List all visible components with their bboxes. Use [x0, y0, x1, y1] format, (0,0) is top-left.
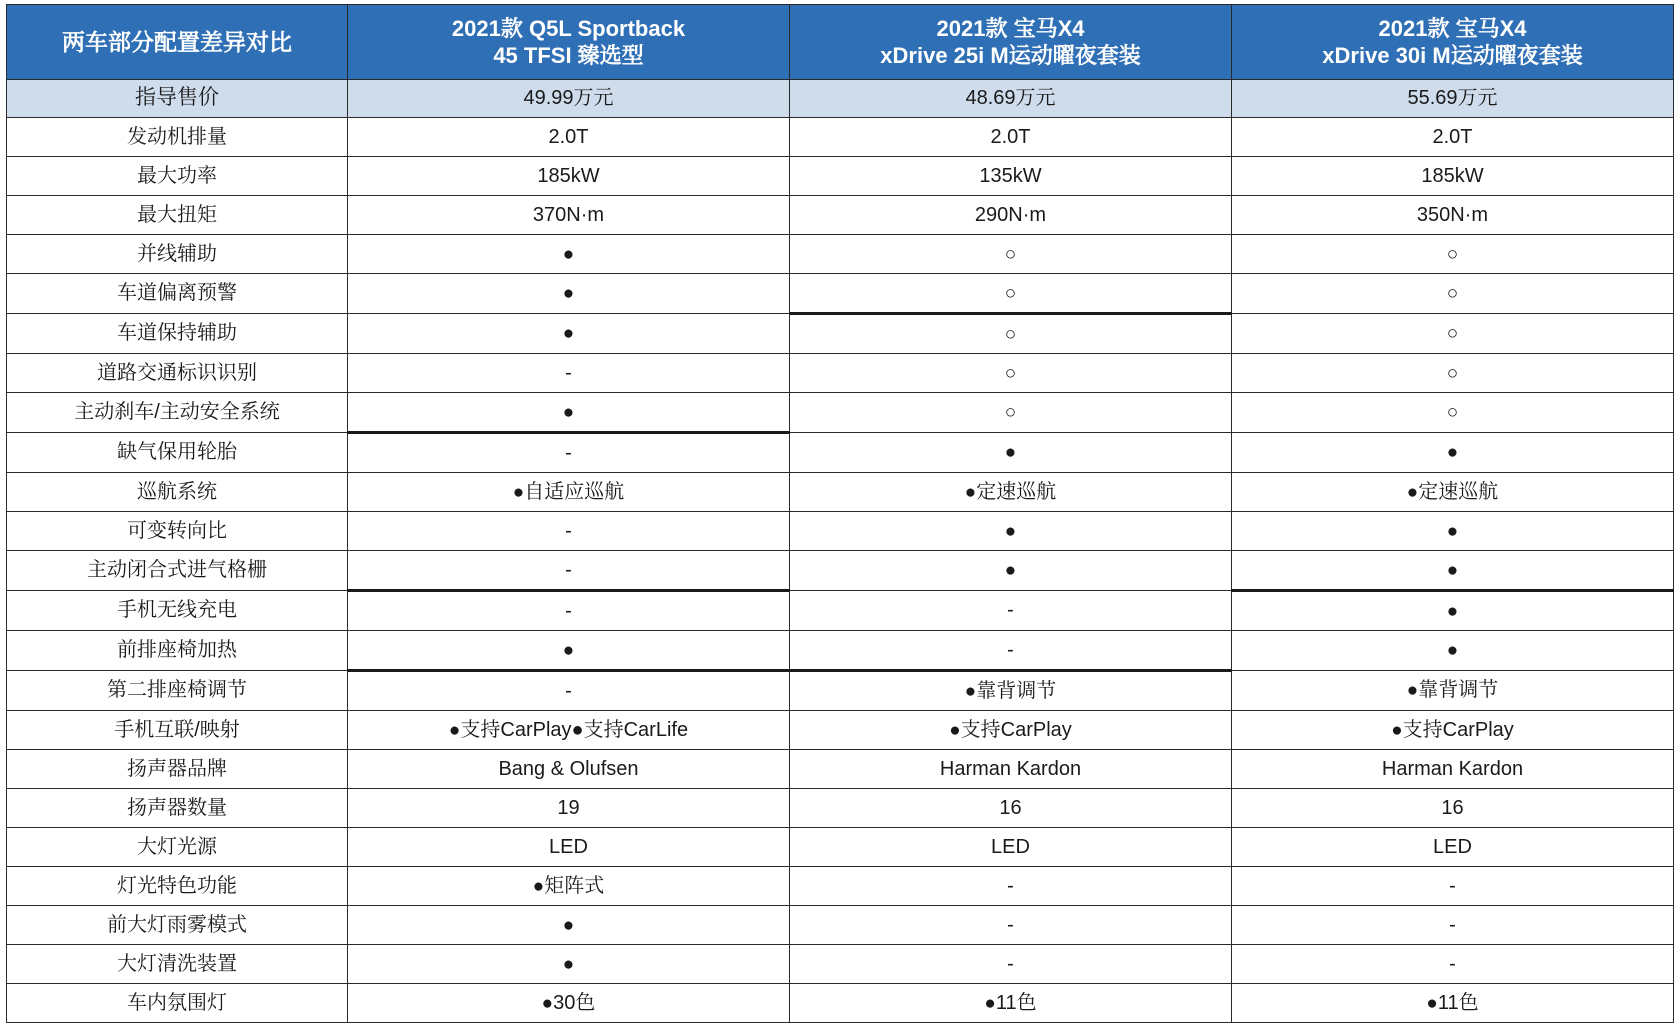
- filled-dot-icon: [1407, 482, 1418, 503]
- table-row: [7, 157, 1674, 196]
- row-value: [1232, 828, 1674, 867]
- row-value: [790, 274, 1232, 314]
- row-value: [790, 631, 1232, 671]
- value-text: 11色: [995, 991, 1037, 1014]
- row-value: [348, 157, 790, 196]
- header-car-2: [790, 5, 1232, 80]
- row-value: [348, 354, 790, 393]
- value-text: LED: [549, 835, 588, 858]
- filled-dot-icon: [563, 954, 574, 975]
- row-value: [790, 433, 1232, 473]
- row-value: [790, 235, 1232, 274]
- row-value: [348, 591, 790, 631]
- row-value: [348, 473, 790, 512]
- row-value: [790, 711, 1232, 750]
- value-text: 370N·m: [532, 203, 605, 226]
- row-value: [348, 118, 790, 157]
- value-text: 350N·m: [1416, 203, 1489, 226]
- table-body: [7, 80, 1674, 1023]
- row-value: [1232, 354, 1674, 393]
- value-text: Bang & Olufsen: [498, 757, 639, 780]
- table-row: [7, 945, 1674, 984]
- row-label: 车道偏离预警: [7, 274, 348, 314]
- row-label: 大灯光源: [7, 828, 348, 867]
- row-value: [790, 984, 1232, 1023]
- value-text: -: [1007, 913, 1014, 936]
- row-value: [1232, 591, 1674, 631]
- value-text: 55.69万元: [1407, 87, 1498, 110]
- row-label: 最大扭矩: [7, 196, 348, 235]
- filled-dot-icon: [1447, 640, 1458, 661]
- value-text: -: [565, 558, 572, 581]
- row-value: [1232, 157, 1674, 196]
- row-value: [790, 867, 1232, 906]
- table-row: [7, 274, 1674, 314]
- value-text: 19: [557, 796, 580, 819]
- row-value: [790, 512, 1232, 551]
- value-text: 2.0T: [990, 125, 1031, 148]
- value-text: 定速巡航: [1418, 480, 1499, 503]
- row-value: [1232, 631, 1674, 671]
- filled-dot-icon: [563, 915, 574, 936]
- row-value: [790, 354, 1232, 393]
- table-row: [7, 314, 1674, 354]
- row-label: 前大灯雨雾模式: [7, 906, 348, 945]
- table-row: [7, 196, 1674, 235]
- table-row: [7, 473, 1674, 512]
- row-label: 手机互联/映射: [7, 711, 348, 750]
- row-value: [348, 984, 790, 1023]
- row-value: [790, 750, 1232, 789]
- filled-dot-icon: [513, 482, 524, 503]
- row-label: 扬声器数量: [7, 789, 348, 828]
- row-label: 缺气保用轮胎: [7, 433, 348, 473]
- table-row: [7, 631, 1674, 671]
- value-text: 靠背调节: [1418, 679, 1499, 701]
- table-row: [7, 433, 1674, 473]
- hollow-circle-icon: [1447, 244, 1458, 265]
- row-label: 前排座椅加热: [7, 631, 348, 671]
- value-text: 支持CarPlay●支持CarLife: [460, 718, 689, 741]
- row-value: [348, 828, 790, 867]
- row-label: 手机无线充电: [7, 591, 348, 631]
- filled-dot-icon: [563, 244, 574, 265]
- filled-dot-icon: [1426, 993, 1437, 1014]
- table-row: [7, 591, 1674, 631]
- value-text: 支持CarPlay: [960, 718, 1072, 741]
- row-value: [1232, 867, 1674, 906]
- row-value: [1232, 984, 1674, 1023]
- row-value: [790, 789, 1232, 828]
- row-value: [348, 235, 790, 274]
- row-value: [1232, 711, 1674, 750]
- row-label: 灯光特色功能: [7, 867, 348, 906]
- row-label: 道路交通标识识别: [7, 354, 348, 393]
- value-text: -: [565, 599, 572, 622]
- value-text: 靠背调节: [976, 679, 1057, 702]
- table-row: [7, 711, 1674, 750]
- header-feature-column: 两车部分配置差异对比: [7, 5, 348, 80]
- row-value: [1232, 906, 1674, 945]
- row-value: [1232, 314, 1674, 354]
- table-row: [7, 828, 1674, 867]
- row-value: [790, 196, 1232, 235]
- row-label: 第二排座椅调节: [7, 671, 348, 711]
- table-row: [7, 789, 1674, 828]
- row-value: [790, 591, 1232, 631]
- value-text: -: [1007, 952, 1014, 975]
- header-car-3-line1: 2021款 宝马X4: [1378, 15, 1527, 41]
- row-value: [348, 393, 790, 433]
- value-text: 49.99万元: [523, 87, 614, 110]
- table-row: [7, 80, 1674, 118]
- hollow-circle-icon: [1447, 402, 1458, 423]
- value-text: -: [1007, 599, 1014, 621]
- value-text: 48.69万元: [965, 87, 1056, 110]
- row-label: 主动刹车/主动安全系统: [7, 393, 348, 433]
- header-car-1-line2: 45 TFSI 臻选型: [493, 43, 644, 68]
- row-label: 发动机排量: [7, 118, 348, 157]
- table-row: [7, 118, 1674, 157]
- value-text: LED: [991, 835, 1030, 858]
- filled-dot-icon: [1005, 560, 1016, 581]
- header-car-1: [348, 5, 790, 80]
- row-value: [1232, 118, 1674, 157]
- value-text: 16: [1441, 796, 1464, 819]
- table-row: [7, 906, 1674, 945]
- hollow-circle-icon: [1447, 283, 1458, 304]
- value-text: 2.0T: [1432, 125, 1473, 148]
- value-text: -: [1007, 638, 1014, 661]
- filled-dot-icon: [1447, 601, 1458, 622]
- row-value: [1232, 512, 1674, 551]
- row-value: [790, 945, 1232, 984]
- value-text: 185kW: [537, 164, 600, 187]
- hollow-circle-icon: [1447, 363, 1458, 384]
- table-row: [7, 867, 1674, 906]
- row-value: [348, 433, 790, 473]
- hollow-circle-icon: [1005, 324, 1016, 345]
- row-value: [348, 789, 790, 828]
- filled-dot-icon: [563, 283, 574, 304]
- table-row: [7, 512, 1674, 551]
- row-value: [1232, 551, 1674, 591]
- value-text: 30色: [553, 991, 596, 1014]
- table-row: [7, 393, 1674, 433]
- filled-dot-icon: [563, 323, 574, 344]
- row-value: [1232, 945, 1674, 984]
- table-row: [7, 671, 1674, 711]
- row-value: [1232, 750, 1674, 789]
- row-label: 并线辅助: [7, 235, 348, 274]
- value-text: Harman Kardon: [1381, 757, 1524, 780]
- row-label: 巡航系统: [7, 473, 348, 512]
- row-label: 扬声器品牌: [7, 750, 348, 789]
- row-label: 车内氛围灯: [7, 984, 348, 1023]
- filled-dot-icon: [563, 402, 574, 423]
- row-value: [348, 945, 790, 984]
- filled-dot-icon: [949, 720, 960, 741]
- row-label: 主动闭合式进气格栅: [7, 551, 348, 591]
- value-text: 自适应巡航: [524, 480, 625, 503]
- row-value: [1232, 671, 1674, 711]
- value-text: Harman Kardon: [939, 757, 1082, 780]
- row-value: [348, 867, 790, 906]
- value-text: 16: [999, 796, 1022, 819]
- row-value: [1232, 393, 1674, 433]
- header-car-2-line2: xDrive 25i M运动曜夜套装: [880, 43, 1141, 68]
- row-value: [1232, 274, 1674, 314]
- table-row: [7, 235, 1674, 274]
- hollow-circle-icon: [1005, 363, 1016, 384]
- row-value: [348, 906, 790, 945]
- value-text: -: [565, 519, 572, 542]
- row-value: [790, 80, 1232, 118]
- table-header: [7, 5, 1674, 80]
- row-value: [348, 551, 790, 591]
- row-value: [348, 750, 790, 789]
- filled-dot-icon: [533, 876, 544, 897]
- value-text: 2.0T: [548, 125, 589, 148]
- filled-dot-icon: [1447, 560, 1458, 581]
- row-value: [790, 906, 1232, 945]
- filled-dot-icon: [965, 482, 976, 503]
- filled-dot-icon: [984, 993, 995, 1014]
- row-value: [348, 274, 790, 314]
- row-value: [790, 828, 1232, 867]
- row-value: [1232, 235, 1674, 274]
- row-value: [790, 473, 1232, 512]
- filled-dot-icon: [1447, 442, 1458, 463]
- row-value: [1232, 196, 1674, 235]
- header-car-3: [1232, 5, 1674, 80]
- filled-dot-icon: [563, 640, 574, 661]
- row-value: [348, 711, 790, 750]
- table-row: [7, 354, 1674, 393]
- hollow-circle-icon: [1005, 283, 1016, 304]
- filled-dot-icon: [1005, 521, 1016, 542]
- row-label: 可变转向比: [7, 512, 348, 551]
- value-text: -: [1449, 913, 1456, 936]
- filled-dot-icon: [542, 993, 553, 1014]
- value-text: 定速巡航: [976, 480, 1057, 503]
- filled-dot-icon: [965, 681, 976, 702]
- row-value: [790, 551, 1232, 591]
- value-text: -: [565, 679, 572, 702]
- table-row: [7, 984, 1674, 1023]
- value-text: 11色: [1437, 991, 1479, 1014]
- row-value: [790, 393, 1232, 433]
- row-label: 最大功率: [7, 157, 348, 196]
- header-car-1-line1: 2021款 Q5L Sportback: [451, 15, 686, 41]
- row-value: [790, 671, 1232, 711]
- header-car-3-line2: xDrive 30i M运动曜夜套装: [1322, 43, 1583, 68]
- hollow-circle-icon: [1447, 323, 1458, 344]
- row-value: [348, 196, 790, 235]
- table-row: [7, 551, 1674, 591]
- row-label: 车道保持辅助: [7, 314, 348, 354]
- value-text: -: [565, 441, 572, 464]
- filled-dot-icon: [1447, 521, 1458, 542]
- row-value: [790, 157, 1232, 196]
- value-text: -: [565, 361, 572, 384]
- config-comparison-table: [6, 4, 1674, 1023]
- row-value: [348, 314, 790, 354]
- row-value: [790, 314, 1232, 354]
- row-value: [348, 512, 790, 551]
- hollow-circle-icon: [1005, 402, 1016, 423]
- value-text: LED: [1433, 835, 1472, 858]
- header-row: [7, 5, 1674, 80]
- row-value: [1232, 80, 1674, 118]
- filled-dot-icon: [1407, 680, 1418, 701]
- filled-dot-icon: [1391, 720, 1402, 741]
- value-text: -: [1449, 952, 1456, 975]
- row-value: [1232, 433, 1674, 473]
- row-label: 大灯清洗装置: [7, 945, 348, 984]
- value-text: 135kW: [979, 164, 1042, 187]
- value-text: 290N·m: [974, 203, 1047, 226]
- header-car-2-line1: 2021款 宝马X4: [936, 15, 1085, 41]
- value-text: -: [1449, 874, 1456, 897]
- row-value: [348, 80, 790, 118]
- row-value: [348, 631, 790, 671]
- row-value: [1232, 789, 1674, 828]
- row-value: [348, 671, 790, 711]
- row-value: [790, 118, 1232, 157]
- row-value: [1232, 473, 1674, 512]
- filled-dot-icon: [449, 720, 460, 741]
- row-label: 指导售价: [7, 80, 348, 118]
- value-text: 矩阵式: [544, 874, 605, 897]
- value-text: 185kW: [1421, 164, 1484, 187]
- value-text: 支持CarPlay: [1402, 718, 1514, 741]
- table-row: [7, 750, 1674, 789]
- value-text: -: [1007, 874, 1014, 897]
- filled-dot-icon: [1005, 442, 1016, 463]
- hollow-circle-icon: [1005, 244, 1016, 265]
